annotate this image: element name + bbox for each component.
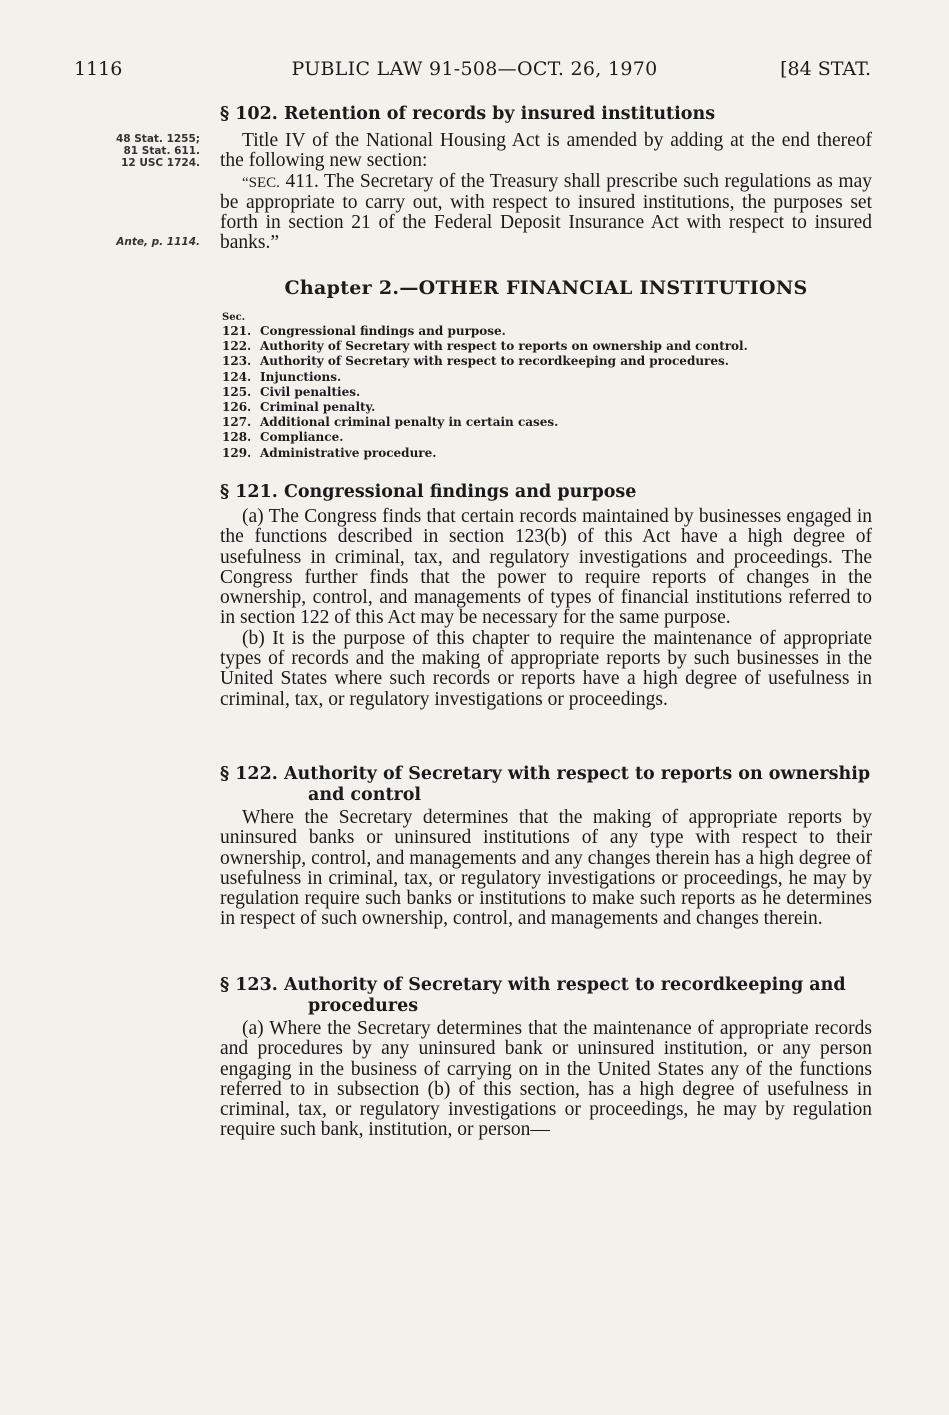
toc-number: 123. <box>222 354 252 369</box>
toc-item <box>222 446 862 461</box>
toc-number: 121. <box>222 324 252 338</box>
toc-text: Authority of Secretary with respect to reports on ownership and control. <box>260 339 748 354</box>
toc-text: Criminal penalty. <box>260 400 376 415</box>
toc-item <box>222 324 862 339</box>
section-prefix: “SEC. <box>242 174 280 191</box>
toc-number: 122. <box>222 339 252 354</box>
toc-number: 124. <box>222 369 252 384</box>
margin-note-ante: Ante, p. 1114. <box>116 236 200 248</box>
page-header <box>0 58 949 84</box>
toc-text: Compliance. <box>260 430 344 445</box>
section-122 <box>220 764 872 930</box>
toc-number: 129. <box>222 445 252 460</box>
section-heading <box>220 764 872 806</box>
toc-text: Civil penalties. <box>260 384 361 399</box>
toc-text: Administrative procedure. <box>260 445 437 460</box>
paragraph-a: (a) The Congress finds that certain records maintained by businesses engaged in the functions described in section 123(b) of this Act have a high degree of usefulness in criminal, tax, and regulatory investigations and proceedings. The Congress further finds that the power to require reports of changes in the ownership, control, and managements of types of financial institutions referred to in section 122 of this Act may be necessary for the same purpose. <box>220 506 872 629</box>
section-heading: § 102. Retention of records by insured institutions <box>220 104 716 124</box>
page-number: 1116 <box>74 58 123 80</box>
section-121 <box>220 482 872 710</box>
statute-reference: [84 STAT. <box>780 58 871 80</box>
toc-item <box>222 430 862 445</box>
toc-item <box>222 415 862 430</box>
toc-text: Congressional findings and purpose. <box>260 324 506 338</box>
paragraph-b: (b) It is the purpose of this chapter to require the maintenance of appropriate types of records and the making of appropriate reports by such businesses in the United States where such records or reports have a high degree of usefulness in criminal, tax, or regulatory investigations or proceedings. <box>220 627 872 710</box>
section-heading-line: § 122. Authority of Secretary with respect to reports on ownership <box>220 764 871 784</box>
paragraph-quoted-section <box>220 172 872 254</box>
section-heading-line: and control <box>308 785 422 805</box>
toc-number: 125. <box>222 384 252 399</box>
section-heading-line: procedures <box>308 996 419 1016</box>
toc-item <box>222 400 862 415</box>
toc-item <box>222 370 862 385</box>
toc-label: Sec. <box>222 312 246 323</box>
toc-number: 128. <box>222 430 252 445</box>
running-title: PUBLIC LAW 91-508—OCT. 26, 1970 <box>291 58 658 80</box>
toc-text: Additional criminal penalty in certain cases. <box>260 415 559 430</box>
toc-text: Injunctions. <box>260 369 342 384</box>
chapter-title: Chapter 2.—OTHER FINANCIAL INSTITUTIONS <box>284 277 808 299</box>
paragraph: Title IV of the National Housing Act is amended by adding at the end thereof the following new section: <box>220 130 872 172</box>
section-heading <box>220 975 872 1017</box>
section-102 <box>220 104 872 254</box>
section-heading: § 121. Congressional findings and purpose <box>220 482 637 502</box>
toc-item <box>222 339 862 354</box>
paragraph: Where the Secretary determines that the making of appropriate reports by uninsured banks or uninsured institutions of any type with respect to their ownership, control, and managements and any changes therein has a high degree of usefulness in criminal, tax, or regulatory investigations or proceedings, he may by regulation require such banks or institutions to make such reports as he determines in respect of such ownership, control, and managements and changes therein. <box>220 807 872 930</box>
toc-text: Authority of Secretary with respect to recordkeeping and procedures. <box>260 354 729 369</box>
paragraph-a: (a) Where the Secretary determines that the maintenance of appropriate records and procedures by any uninsured bank or uninsured institution, or any person engaging in the business of carrying on in the United States any of the functions referred to in subsection (b) of this section, has a high degree of usefulness in criminal, tax, or regulatory investigations or proceedings, he may by regulation require such bank, institution, or person— <box>220 1018 872 1141</box>
margin-note-line: 81 Stat. 611. <box>123 145 200 157</box>
section-123 <box>220 975 872 1141</box>
section-heading-line: § 123. Authority of Secretary with respect to recordkeeping and <box>220 975 846 995</box>
toc-number: 126. <box>222 400 252 415</box>
margin-note-line: 48 Stat. 1255; <box>115 133 200 145</box>
toc-item <box>222 354 862 369</box>
table-of-contents <box>222 312 862 461</box>
margin-note-citation <box>60 133 200 169</box>
toc-item <box>222 385 862 400</box>
margin-note-line: 12 USC 1724. <box>121 157 200 169</box>
toc-number: 127. <box>222 415 252 430</box>
quoted-section-text: 411. The Secretary of the Treasury shall prescribe such regulations as may be appropriate to carry out, with respect to insured institutions, the purposes set forth in section 21 of the Federal Deposit Insurance Act with respect to insured banks.” <box>220 170 872 254</box>
